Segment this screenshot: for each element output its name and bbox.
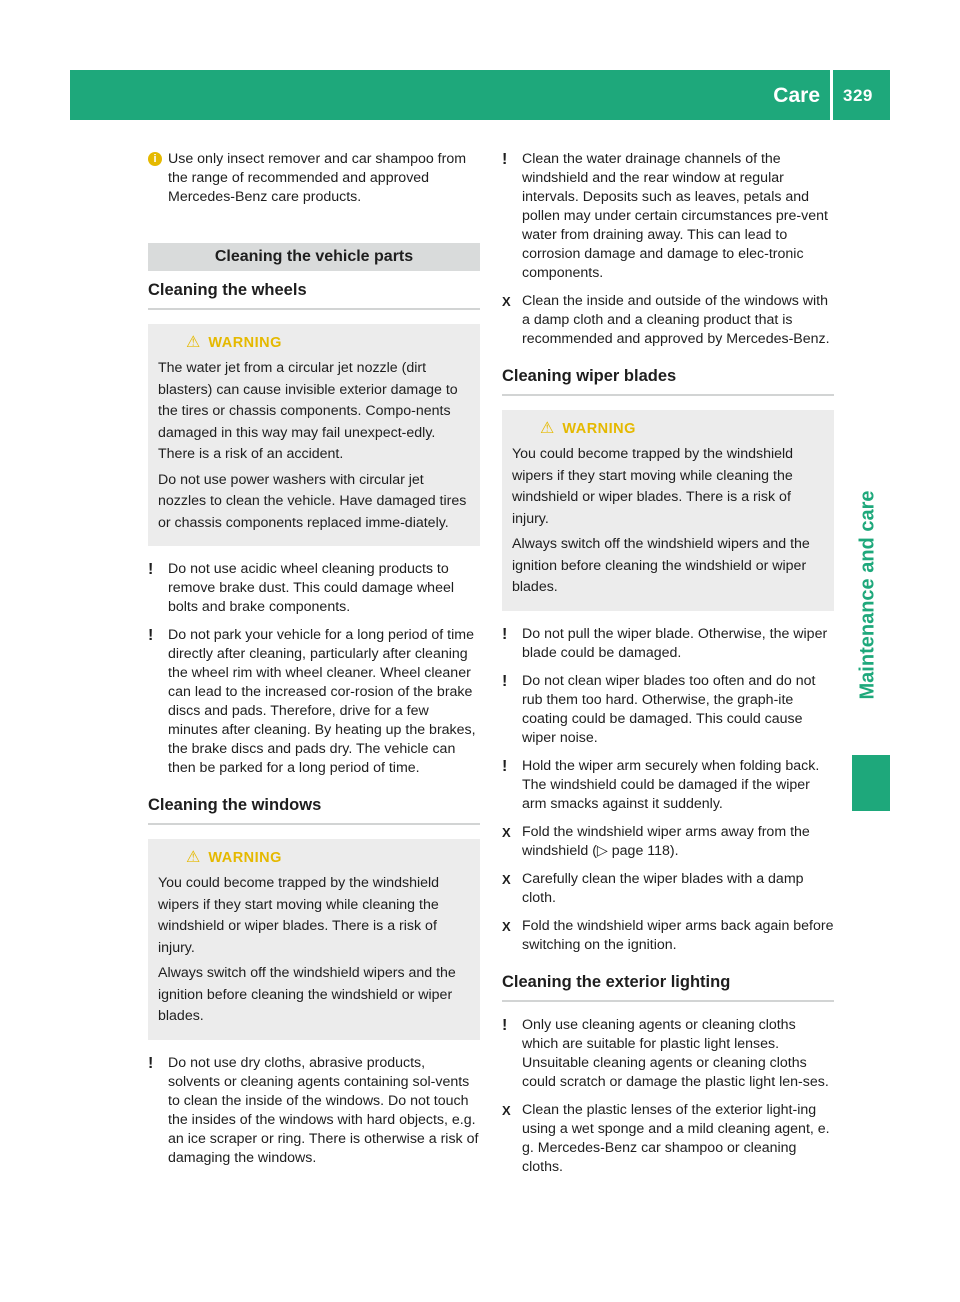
- info-note-text: Use only insect remover and car shampoo from the range of recommended and approved Mercedes-Benz care products.: [168, 151, 467, 205]
- exclamation-icon: !: [148, 627, 154, 644]
- step-item: [502, 870, 834, 908]
- warning-box-wheels: [148, 324, 480, 546]
- important-note: [502, 672, 834, 748]
- heading-cleaning-wheels: Cleaning the wheels: [148, 281, 480, 310]
- side-tab: [848, 470, 888, 720]
- warning-text: The water jet from a circular jet nozzle (dirt blasters) can cause invisible exterior damage to the tires or chassis components. Compo-nents damaged in this way may fail unexpect-edly. There is a risk of an accident.: [158, 360, 458, 462]
- section-title-bar: [148, 243, 480, 271]
- note-text: Hold the wiper arm securely when folding back. The windshield could be damaged if the wiper arm smacks against it suddenly.: [522, 757, 820, 812]
- step-arrow-icon: X: [502, 871, 511, 887]
- warning-text: Always switch off the windshield wipers and the ignition before cleaning the windshield or wiper blades.: [512, 536, 810, 595]
- exclamation-icon: !: [502, 1016, 508, 1034]
- exclamation-icon: !: [502, 625, 508, 643]
- warning-text: Do not use power washers with circular jet nozzles to clean the vehicle. Have damaged tires or chassis components replaced imme-diately.: [158, 471, 467, 531]
- right-column: [502, 150, 834, 1186]
- note-text: Clean the water drainage channels of the windshield and the rear window at regular intervals. Deposits such as leaves, petals and pollen may under certain circumstances pre-vent water from draining away. This can lead to corrosion damage and damage to elec-tronic components.: [522, 151, 828, 281]
- note-text: Do not park your vehicle for a long period of time directly after cleaning, particularly after cleaning the wheel rim with wheel cleaner. Wheel cleaner can lead to the increased cor-rosion of the brake discs and pads. Therefore, drive for a few minutes after cleaning. By heating up the brakes, the brake discs and pads dry. The vehicle can then be parked for a long period of time.: [168, 627, 476, 776]
- warning-header: [158, 849, 470, 867]
- step-text: Fold the windshield wiper arms away from the windshield (▷ page 118).: [522, 823, 810, 859]
- warning-triangle-icon: ⚠: [540, 420, 555, 437]
- step-arrow-icon: X: [502, 294, 511, 309]
- warning-triangle-icon: ⚠: [186, 334, 201, 351]
- warning-box-windows: [148, 839, 480, 1040]
- header-bar: [70, 70, 890, 120]
- exclamation-icon: !: [148, 1054, 154, 1072]
- note-text: Do not clean wiper blades too often and do not rub them too hard. Otherwise, the graph-ite coating could be damaged. This could cause wiper noise.: [522, 672, 816, 746]
- side-tab-label: Maintenance and care: [856, 490, 879, 700]
- important-note: [502, 757, 834, 814]
- page-number: 329: [843, 86, 873, 105]
- step-arrow-icon: X: [502, 1102, 511, 1118]
- exclamation-icon: !: [148, 561, 154, 578]
- header-section-title: Care: [773, 84, 820, 107]
- note-text: Do not pull the wiper blade. Otherwise, the wiper blade could be damaged.: [522, 625, 828, 661]
- step-arrow-icon: X: [502, 824, 511, 840]
- important-note: [502, 1016, 834, 1092]
- step-item: [502, 917, 834, 955]
- warning-text: You could become trapped by the windshield wipers if they start moving while cleaning the windshield or wiper blades. There is a risk of injury.: [158, 875, 440, 956]
- heading-cleaning-wiper-blades: Cleaning wiper blades: [502, 367, 834, 396]
- important-note: [148, 626, 480, 778]
- info-note: [148, 150, 480, 207]
- left-column: [148, 150, 480, 1177]
- important-note: [148, 560, 480, 617]
- note-text: Do not use dry cloths, abrasive products, solvents or cleaning agents containing sol-vents to clean the inside of the windows. Do not touch the insides of the windows with hard objects, e.g. an ice scraper or ring. There is otherwise a risk of damaging the windows.: [168, 1054, 479, 1166]
- heading-cleaning-windows: Cleaning the windows: [148, 796, 480, 825]
- exclamation-icon: !: [502, 151, 508, 168]
- warning-text: Always switch off the windshield wipers and the ignition before cleaning the windshield or wiper blades.: [158, 965, 456, 1024]
- step-text: Clean the inside and outside of the windows with a damp cloth and a cleaning product that is recommended and approved by Mercedes-Benz.: [522, 293, 830, 347]
- step-text: Clean the plastic lenses of the exterior light-ing using a wet sponge and a mild cleaning agent, e. g. Mercedes-Benz car shampoo or cleaning cloths.: [522, 1101, 830, 1175]
- important-note: [502, 625, 834, 663]
- important-note: [502, 150, 834, 283]
- step-item: [502, 823, 834, 861]
- section-title: Cleaning the vehicle parts: [214, 248, 414, 265]
- step-arrow-icon: X: [502, 918, 511, 934]
- step-item: [502, 292, 834, 349]
- info-icon: i: [148, 152, 162, 166]
- note-text: Do not use acidic wheel cleaning products to remove brake dust. This could damage wheel bolts and brake components.: [168, 561, 455, 615]
- warning-header: [158, 334, 470, 352]
- step-item: [502, 1101, 834, 1177]
- exclamation-icon: !: [502, 672, 508, 690]
- warning-header: [512, 420, 824, 438]
- important-note: [148, 1054, 480, 1168]
- warning-text: You could become trapped by the windshield wipers if they start moving while cleaning the windshield or wiper blades. There is a risk of injury.: [512, 446, 794, 527]
- note-text: Only use cleaning agents or cleaning cloths which are suitable for plastic light lenses. Unsuitable cleaning agents or cleaning cloths could scratch or damage the plastic light len-ses.: [522, 1016, 829, 1090]
- side-tab-marker: [852, 755, 890, 811]
- step-text: Fold the windshield wiper arms back again before switching on the ignition.: [522, 917, 834, 953]
- warning-box-wipers: [502, 410, 834, 611]
- warning-triangle-icon: ⚠: [186, 849, 201, 866]
- warning-label: WARNING: [562, 421, 636, 437]
- step-text: Carefully clean the wiper blades with a damp cloth.: [522, 870, 804, 906]
- warning-label: WARNING: [208, 850, 282, 866]
- heading-cleaning-exterior-lighting: Cleaning the exterior lighting: [502, 973, 834, 1002]
- exclamation-icon: !: [502, 757, 508, 775]
- warning-label: WARNING: [208, 335, 282, 351]
- header-separator: [830, 70, 833, 120]
